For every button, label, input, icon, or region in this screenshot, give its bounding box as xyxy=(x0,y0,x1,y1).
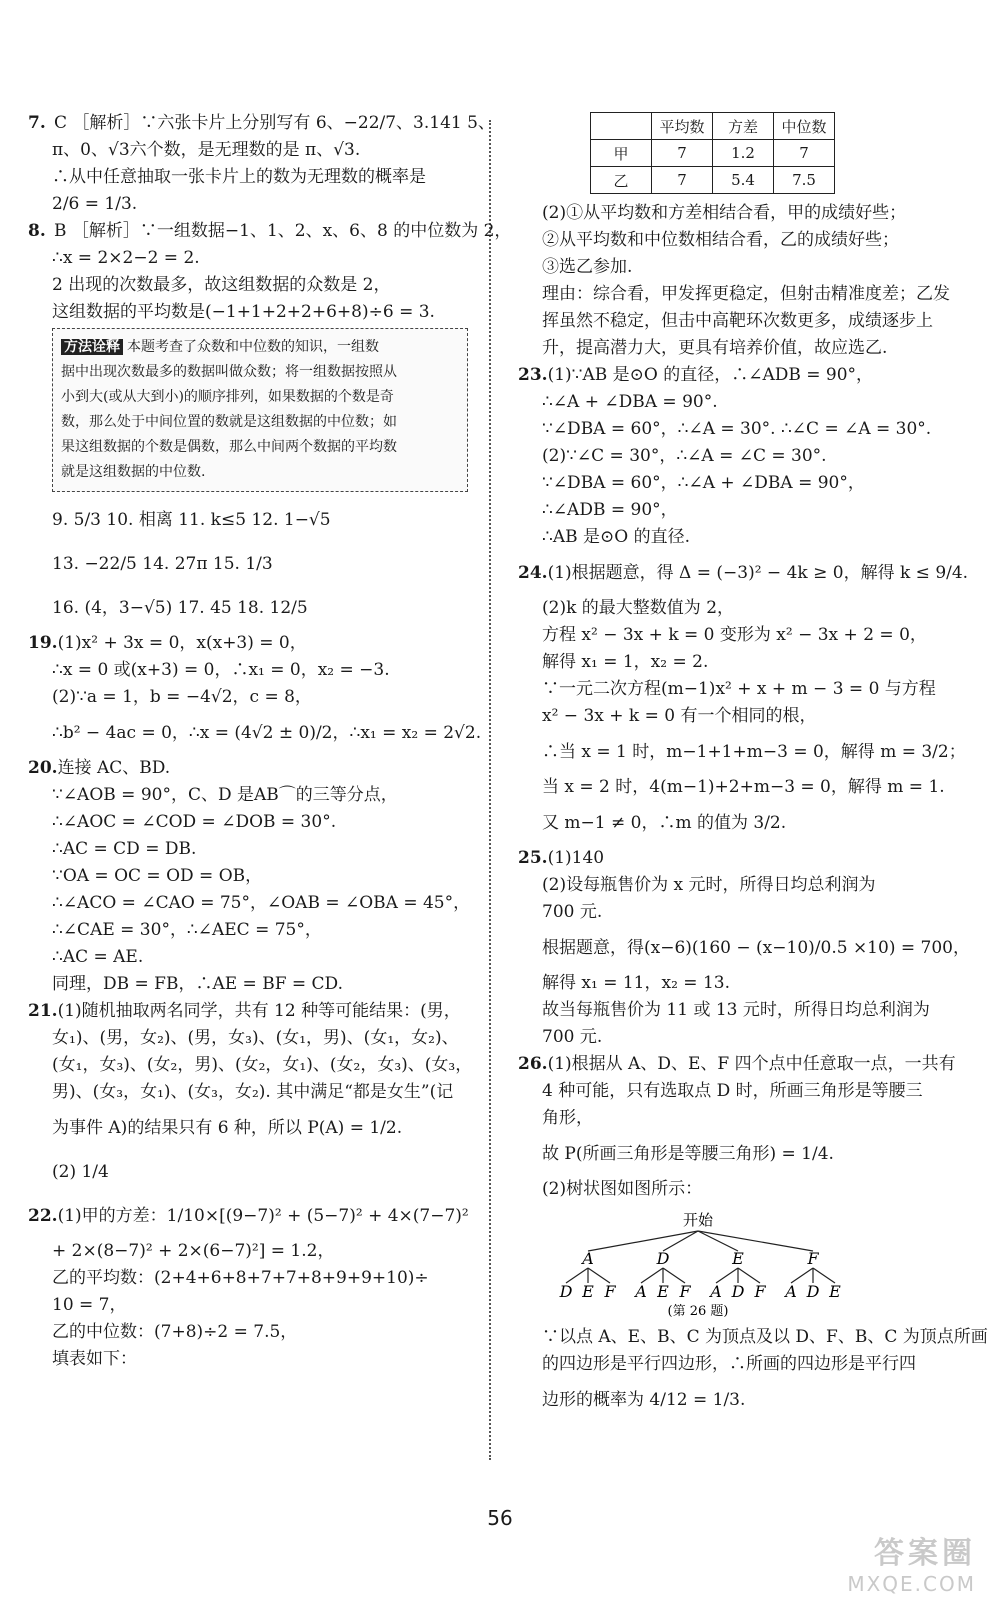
line-text: 为事件 A)的结果只有 6 种，所以 P(A) = 1/2. xyxy=(52,1118,403,1138)
line-text: ∴∠AOC = ∠COD = ∠DOB = 30°. xyxy=(52,812,337,832)
text-line xyxy=(28,586,468,630)
tree-branch-line xyxy=(716,1268,738,1283)
text-line xyxy=(518,362,958,389)
text-line xyxy=(28,1194,468,1238)
answers-9-22 xyxy=(28,498,482,1373)
line-text: 角形， xyxy=(542,1108,593,1128)
text-line xyxy=(28,998,468,1025)
text-line xyxy=(518,416,958,443)
line-text: ∴从中任意抽取一张卡片上的数为无理数的概率是 xyxy=(52,167,426,187)
text-line xyxy=(28,1319,468,1346)
line-text: ∴AC = AE. xyxy=(52,947,144,967)
watermark-logo xyxy=(776,1528,976,1596)
line-text: 700 元. xyxy=(542,1027,603,1047)
line-text: (1)根据从 A、D、E、F 四个点中任意取一点，一共有 xyxy=(547,1054,956,1074)
text-line xyxy=(28,137,468,164)
text-line xyxy=(518,926,970,970)
line-text: C ［解析］∵六张卡片上分别写有 6、−22/7、3.141 5、 xyxy=(54,113,495,133)
text-line xyxy=(28,272,468,299)
line-text: 男)、(女₃，女₁)、(女₃，女₂). 其中满足“都是女生”(记 xyxy=(52,1082,454,1102)
method-note-text xyxy=(61,335,459,485)
text-line xyxy=(518,389,958,416)
line-text: ∵∠DBA = 60°，∴∠A = 30°. ∴∠C = ∠A = 30°. xyxy=(542,419,932,439)
tree-leaf-label: A xyxy=(785,1282,797,1301)
method-note-line: 就是这组数据的中位数. xyxy=(61,464,206,480)
text-line xyxy=(28,711,482,755)
tree-branch-line xyxy=(738,1268,760,1283)
line-text: (1)甲的方差：1/10×[(9−7)² + (5−7)² + 4×(7−7)² xyxy=(57,1206,469,1226)
line-text: (1)∵AB 是⊙O 的直径，∴∠ADB = 90°， xyxy=(547,365,874,385)
answer-26-conclusion xyxy=(518,1324,988,1422)
line-text: 同理，DB = FB，∴AE = BF = CD. xyxy=(52,974,343,994)
method-note-line: 小到大(或从大到小)的顺序排列，如果数据的个数是奇 xyxy=(61,389,394,405)
tree-caption: (第 26 题) xyxy=(667,1304,729,1319)
stats-table xyxy=(590,112,835,194)
tree-node-label: E xyxy=(732,1249,744,1268)
question-number: 26. xyxy=(518,1054,548,1074)
text-line xyxy=(518,703,958,730)
line-text: ∴AB 是⊙O 的直径. xyxy=(542,527,690,547)
tree-branch-line xyxy=(698,1231,813,1251)
tree-branch-line xyxy=(813,1268,835,1283)
table-cell: 7 xyxy=(652,167,713,194)
question-number: 19. xyxy=(28,633,58,653)
tree-node-label: F xyxy=(807,1249,819,1268)
tree-branch-line xyxy=(791,1268,813,1283)
line-text: 9. 5/3 10. 相离 11. k≤5 12. 1−√5 xyxy=(52,510,331,530)
question-number: 20. xyxy=(28,758,58,778)
line-text: 10 = 7， xyxy=(52,1295,127,1315)
line-text: x² − 3x + k = 0 有一个相同的根， xyxy=(542,706,817,726)
tree-leaf-label: F xyxy=(679,1282,691,1301)
tree-diagram xyxy=(548,1209,958,1324)
table-row xyxy=(591,140,835,167)
line-text: 当 x = 2 时，4(m−1)+2+m−3 = 0，解得 m = 1. xyxy=(542,777,945,797)
line-text: 13. −22/5 14. 27π 15. 1/3 xyxy=(52,554,273,574)
tree-leaf-label: D xyxy=(731,1282,745,1301)
line-text: (2)树状图如图所示： xyxy=(542,1179,703,1199)
text-line xyxy=(518,801,958,845)
line-text: 填表如下： xyxy=(52,1349,137,1369)
text-line xyxy=(28,863,468,890)
text-line xyxy=(518,200,958,227)
line-text: (2)设每瓶售价为 x 元时，所得日均总利润为 xyxy=(542,875,876,895)
watermark-url: MXQE.COM xyxy=(847,1572,976,1596)
line-text: 解得 x₁ = 11，x₂ = 13. xyxy=(542,973,730,993)
line-text: 女₁)、(男，女₂)、(男，女₃)、(女₁，男)、(女₁，女₂)、 xyxy=(52,1028,459,1048)
text-line xyxy=(28,1106,468,1150)
table-cell: 7 xyxy=(652,140,713,167)
line-text: ∴b² − 4ac = 0，∴x = (4√2 ± 0)/2，∴x₁ = x₂ = 2√2. xyxy=(52,723,482,743)
table-cell: 1.2 xyxy=(713,140,774,167)
text-line xyxy=(28,191,468,218)
line-text: 乙的中位数：(7+8)÷2 = 7.5， xyxy=(52,1322,298,1342)
text-line xyxy=(28,299,468,326)
line-text: 理由：综合看，甲发挥更稳定，但射击精准度差；乙发 xyxy=(542,284,950,304)
line-text: ∵一元二次方程(m−1)x² + x + m − 3 = 0 与方程 xyxy=(542,679,936,699)
text-line xyxy=(518,845,958,872)
text-line xyxy=(28,1079,468,1106)
text-line xyxy=(518,1351,958,1378)
tree-branch-line xyxy=(663,1268,685,1283)
line-text: π、0、√3六个数，是无理数的是 π、√3. xyxy=(52,140,361,160)
line-text: 解得 x₁ = 1，x₂ = 2. xyxy=(542,652,709,672)
tree-leaf-label: E xyxy=(582,1282,594,1301)
right-column xyxy=(518,112,988,1422)
text-line xyxy=(518,774,958,801)
line-text: 2/6 = 1/3. xyxy=(52,194,138,214)
text-line xyxy=(518,1132,958,1176)
text-line xyxy=(28,1025,468,1052)
text-line xyxy=(518,595,958,622)
text-line xyxy=(518,335,958,362)
text-line xyxy=(518,497,958,524)
text-line xyxy=(518,1051,958,1078)
line-text: (女₁，女₃)、(女₂，男)、(女₂，女₁)、(女₂，女₃)、(女₃， xyxy=(52,1055,473,1075)
text-line xyxy=(28,917,468,944)
text-line xyxy=(28,971,468,998)
text-line xyxy=(28,1238,468,1265)
line-text: ∴x = 0 或(x+3) = 0，∴x₁ = 0，x₂ = −3. xyxy=(52,660,390,680)
line-text: ∴∠ACO = ∠CAO = 75°，∠OAB = ∠OBA = 45°， xyxy=(52,893,471,913)
method-note-line: 本题考查了众数和中位数的知识，一组数 xyxy=(127,339,379,355)
line-text: + 2×(8−7)² + 2×(6−7)²] = 1.2， xyxy=(52,1241,335,1261)
table-cell: 5.4 xyxy=(713,167,774,194)
question-number: 23. xyxy=(518,365,548,385)
text-line xyxy=(518,227,958,254)
method-note-box xyxy=(52,328,468,492)
line-text: ∵∠AOB = 90°，C、D 是AB⌒的三等分点， xyxy=(52,785,398,805)
tree-branch-line xyxy=(566,1268,588,1283)
line-text: (2) 1/4 xyxy=(52,1162,109,1182)
table-header-cell xyxy=(591,113,652,140)
table-header-cell: 平均数 xyxy=(652,113,713,140)
text-line xyxy=(28,1346,468,1373)
method-note-line: 据中出现次数最多的数据叫做众数；将一组数据按照从 xyxy=(61,364,397,380)
text-line xyxy=(518,470,958,497)
text-line xyxy=(518,551,969,595)
watermark-title: 答案圈 xyxy=(874,1536,976,1571)
tree-leaf-label: D xyxy=(559,1282,573,1301)
table-cell: 7.5 xyxy=(774,167,835,194)
text-line xyxy=(28,630,468,657)
text-line xyxy=(518,1105,958,1132)
text-line xyxy=(518,872,958,899)
tree-leaf-label: E xyxy=(657,1282,669,1301)
tree-leaf-label: E xyxy=(829,1282,841,1301)
text-line xyxy=(518,1378,958,1422)
tree-diagram-svg xyxy=(548,1209,848,1319)
page-number: 56 xyxy=(487,1506,513,1530)
text-line xyxy=(28,218,512,245)
line-text: 挥虽然不稳定，但击中高靶环次数更多，成绩逐步上 xyxy=(542,311,933,331)
text-line xyxy=(518,1024,958,1051)
question-number: 24. xyxy=(518,563,548,583)
tree-branch-line xyxy=(641,1268,663,1283)
line-text: (1)x² + 3x = 0，x(x+3) = 0， xyxy=(57,633,307,653)
text-line xyxy=(28,1150,468,1194)
text-line xyxy=(518,997,958,1024)
line-text: ∴∠ADB = 90°， xyxy=(542,500,678,520)
line-text: 根据题意，得(x−6)(160 − (x−10)/0.5 ×10) = 700， xyxy=(542,938,970,958)
answers-7-8 xyxy=(28,110,512,326)
text-line xyxy=(28,110,495,137)
line-text: 这组数据的平均数是(−1+1+2+2+6+8)÷6 = 3. xyxy=(52,302,435,322)
tree-leaf-label: A xyxy=(635,1282,647,1301)
method-note-tag: 方法诠释 xyxy=(61,339,123,355)
question-number: 8. xyxy=(28,221,46,241)
column-divider xyxy=(489,120,491,1460)
line-text: 方程 x² − 3x + k = 0 变形为 x² − 3x + 2 = 0， xyxy=(542,625,927,645)
table-cell: 7 xyxy=(774,140,835,167)
text-line xyxy=(518,1324,988,1351)
line-text: (2)k 的最大整数值为 2， xyxy=(542,598,735,618)
text-line xyxy=(28,890,471,917)
text-line xyxy=(28,944,468,971)
line-text: 乙的平均数：(2+4+6+8+7+7+8+9+9+10)÷ xyxy=(52,1268,429,1288)
tree-branch-line xyxy=(588,1268,610,1283)
tree-leaf-label: F xyxy=(754,1282,766,1301)
method-note-line: 数，那么处于中间位置的数就是这组数据的中位数；如 xyxy=(61,414,397,430)
line-text: 4 种可能，只有选取点 D 时，所画三角形是等腰三 xyxy=(542,1081,923,1101)
table-header-row xyxy=(591,113,835,140)
text-line xyxy=(518,730,966,774)
text-line xyxy=(518,649,958,676)
text-line xyxy=(518,281,958,308)
text-line xyxy=(518,676,958,703)
text-line xyxy=(518,970,958,997)
text-line xyxy=(28,1265,468,1292)
tree-leaf-label: F xyxy=(604,1282,616,1301)
answers-22-26 xyxy=(518,200,970,1203)
text-line xyxy=(28,782,468,809)
text-line xyxy=(518,308,958,335)
line-text: 16. (4，3−√5) 17. 45 18. 12/5 xyxy=(52,598,308,618)
table-cell: 甲 xyxy=(591,140,652,167)
line-text: ∴∠A + ∠DBA = 90°. xyxy=(542,392,718,412)
tree-node-label: A xyxy=(582,1249,594,1268)
text-line xyxy=(28,1052,473,1079)
line-text: 2 出现的次数最多，故这组数据的众数是 2， xyxy=(52,275,391,295)
line-text: ∵OA = OC = OD = OB， xyxy=(52,866,263,886)
text-line xyxy=(28,164,468,191)
text-line xyxy=(518,443,958,470)
line-text: ∴x = 2×2−2 = 2. xyxy=(52,248,200,268)
text-line xyxy=(518,622,958,649)
line-text: 连接 AC、BD. xyxy=(57,758,171,778)
tree-leaf-label: D xyxy=(806,1282,820,1301)
line-text: (1)140 xyxy=(547,848,605,868)
tree-root-label: 开始 xyxy=(682,1211,714,1229)
line-text: (2)∵a = 1，b = −4√2，c = 8， xyxy=(52,687,312,707)
line-text: 故 P(所画三角形是等腰三角形) = 1/4. xyxy=(542,1144,834,1164)
text-line xyxy=(28,684,468,711)
line-text: B ［解析］∵一组数据−1、1、2、x、6、8 的中位数为 2， xyxy=(54,221,512,241)
line-text: 升，提高潜力大，更具有培养价值，故应选乙. xyxy=(542,338,888,358)
table-header-cell: 方差 xyxy=(713,113,774,140)
text-line xyxy=(518,1176,958,1203)
text-line xyxy=(28,755,468,782)
line-text: (2)①从平均数和方差相结合看，甲的成绩好些； xyxy=(542,203,907,223)
text-line xyxy=(518,254,958,281)
question-number: 7. xyxy=(28,113,46,133)
line-text: 边形的概率为 4/12 = 1/3. xyxy=(542,1390,746,1410)
text-line xyxy=(518,899,958,926)
line-text: (1)根据题意，得 Δ = (−3)² − 4k ≥ 0，解得 k ≤ 9/4. xyxy=(547,563,969,583)
left-column xyxy=(28,110,512,1373)
line-text: ③选乙参加. xyxy=(542,257,633,277)
line-text: (2)∵∠C = 30°，∴∠A = ∠C = 30°. xyxy=(542,446,827,466)
line-text: ∴AC = CD = DB. xyxy=(52,839,197,859)
line-text: (1)随机抽取两名同学，共有 12 种等可能结果：(男， xyxy=(57,1001,461,1021)
table-cell: 乙 xyxy=(591,167,652,194)
line-text: 又 m−1 ≠ 0，∴m 的值为 3/2. xyxy=(542,813,787,833)
line-text: ∵以点 A、E、B、C 为顶点及以 D、F、B、C 为顶点所画 xyxy=(542,1327,988,1347)
text-line xyxy=(28,809,468,836)
tree-node-label: D xyxy=(656,1249,670,1268)
line-text: ∴∠CAE = 30°，∴∠AEC = 75°， xyxy=(52,920,322,940)
text-line xyxy=(28,498,468,542)
text-line xyxy=(28,657,468,684)
method-note-line: 果这组数据的个数是偶数，那么中间两个数据的平均数 xyxy=(61,439,397,455)
question-number: 21. xyxy=(28,1001,58,1021)
line-text: 700 元. xyxy=(542,902,603,922)
line-text: 故当每瓶售价为 11 或 13 元时，所得日均总利润为 xyxy=(542,1000,930,1020)
text-line xyxy=(28,836,468,863)
text-line xyxy=(28,245,468,272)
tree-leaf-label: A xyxy=(710,1282,722,1301)
line-text: 的四边形是平行四边形，∴所画的四边形是平行四 xyxy=(542,1354,916,1374)
text-line xyxy=(28,542,468,586)
question-number: 22. xyxy=(28,1206,58,1226)
text-line xyxy=(518,524,958,551)
table-row xyxy=(591,167,835,194)
line-text: ∴当 x = 1 时，m−1+1+m−3 = 0，解得 m = 3/2； xyxy=(542,742,966,762)
text-line xyxy=(28,1292,468,1319)
line-text: ∵∠DBA = 60°，∴∠A + ∠DBA = 90°， xyxy=(542,473,865,493)
line-text: ②从平均数和中位数相结合看，乙的成绩好些； xyxy=(542,230,899,250)
text-line xyxy=(518,1078,958,1105)
question-number: 25. xyxy=(518,848,548,868)
table-header-cell: 中位数 xyxy=(774,113,835,140)
